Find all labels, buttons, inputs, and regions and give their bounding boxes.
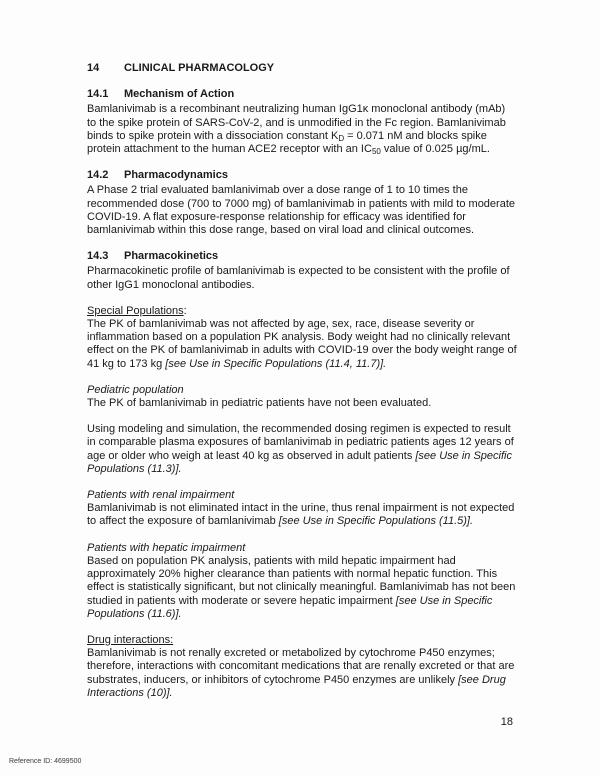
- paragraph-special-populations: [87, 318, 517, 371]
- subheading-pediatric-population: Pediatric population: [87, 383, 184, 396]
- section-heading-14-1: [87, 88, 517, 101]
- hepatic-citation: [see Use in Specific Populations (11.6)].: [87, 594, 493, 620]
- subheading-renal-impairment: Patients with renal impairment: [87, 489, 235, 502]
- spacer: [87, 371, 517, 384]
- section-title-14-1: Mechanism of Action: [124, 88, 235, 101]
- paragraph-renal-impairment: [87, 502, 517, 528]
- renal-text: Bamlanivimab is not eliminated intact in the urine, thus renal impairment is not expected to affect the exposure of bamlanivimab: [87, 502, 515, 528]
- moa-text-part2: = 0.071 nM and blocks spike protein attachment to the human ACE2 receptor with an IC: [87, 129, 487, 156]
- paragraph-drug-interactions: [87, 647, 517, 700]
- drug-interactions-text: Bamlanivimab is not renally excreted or metabolized by cytochrome P450 enzymes; therefore, interactions with concomitant medications that are renally excreted or that are substrates, inducers, or inhibitors of cytochrome P450 enzymes are unlikely: [87, 647, 515, 686]
- spacer: [87, 156, 517, 169]
- renal-citation: [see Use in Specific Populations (11.5)].: [278, 515, 474, 528]
- spacer: [87, 410, 517, 423]
- special-populations-citation: [see Use in Specific Populations (11.4, 11.7)].: [165, 357, 387, 370]
- ic50-subscript: 50: [371, 147, 381, 157]
- moa-text-part1: Bamlanivimab is a recombinant neutralizing human IgG1κ monoclonal antibody (mAb) to the spike protein of SARS-CoV-2, and is unmodified in the Fc region. Bamlanivimab binds to spike protein with a dissociation constant K: [87, 103, 506, 142]
- subheading-special-populations: [87, 305, 517, 318]
- spacer: [87, 237, 517, 250]
- page-number: 18: [500, 716, 513, 728]
- section-heading-14-3: [87, 250, 517, 263]
- subheading-drug-interactions: [87, 634, 517, 647]
- hepatic-text: Based on population PK analysis, patients with mild hepatic impairment had approximately 20% higher clearance than patients with normal hepatic function. This effect is statistically significant, but not clinically meaningful. Bamlanivimab has not been studied in patients with moderate or severe hepatic impairment: [87, 554, 516, 607]
- moa-text-part3: value of 0.025 µg/mL.: [380, 143, 490, 156]
- spacer: [87, 292, 517, 305]
- spacer: [87, 621, 517, 634]
- subheading-hepatic-impairment: Patients with hepatic impairment: [87, 541, 246, 554]
- section-title-14-2: Pharmacodynamics: [124, 169, 228, 182]
- drug-interactions-label: Drug interactions:: [87, 633, 174, 646]
- paragraph-hepatic-impairment: [87, 555, 517, 621]
- spacer: [87, 529, 517, 542]
- paragraph-pediatric-population-2: [87, 423, 517, 476]
- paragraph-pediatric-population-1: The PK of bamlanivimab in pediatric patients have not been evaluated.: [87, 397, 432, 410]
- special-populations-text: The PK of bamlanivimab was not affected by age, sex, race, disease severity or inflammation based on a population PK analysis. Body weight had no clinically relevant effect on the PK of bamlanivimab in adults with COVID-19 over the body weight range of 41 kg to 173 kg: [87, 318, 517, 370]
- spacer: [87, 476, 517, 489]
- drug-interactions-citation: [see Drug Interactions (10)].: [87, 673, 506, 699]
- section-number-14-2: 14.2: [87, 169, 109, 182]
- pediatric-citation: [see Use in Specific Populations (11.3)].: [87, 449, 512, 475]
- kd-subscript: D: [338, 133, 345, 143]
- section-number-14-3: 14.3: [87, 250, 109, 263]
- reference-id: Reference ID: 4699500: [9, 758, 82, 765]
- section-number-14-1: 14.1: [87, 88, 109, 101]
- special-populations-colon: :: [183, 304, 187, 317]
- section-heading-14: [87, 62, 517, 75]
- special-populations-label: Special Populations: [87, 304, 184, 317]
- section-heading-14-2: [87, 169, 517, 182]
- section-number-14: 14: [87, 62, 100, 74]
- paragraph-mechanism-of-action: [87, 103, 517, 156]
- pediatric-text: Using modeling and simulation, the recommended dosing regimen is expected to result in comparable plasma exposures of bamlanivimab in pediatric patients ages 12 years of age or older who weigh at least 40 kg as observed in adult patients: [87, 423, 514, 462]
- section-title-14: CLINICAL PHARMACOLOGY: [124, 62, 275, 74]
- page-content: [87, 62, 517, 700]
- paragraph-pharmacodynamics: A Phase 2 trial evaluated bamlanivimab over a dose range of 1 to 10 times the recommended dose (700 to 7000 mg) of bamlanivimab in patients with mild to moderate COVID-19. A flat exposure-response relationship for efficacy was identified for bamlanivimab within this dose range, based on viral load and clinical outcomes.: [87, 184, 516, 237]
- section-title-14-3: Pharmacokinetics: [124, 250, 219, 263]
- paragraph-pharmacokinetics-intro: Pharmacokinetic profile of bamlanivimab is expected to be consistent with the profile of other IgG1 monoclonal antibodies.: [87, 265, 510, 291]
